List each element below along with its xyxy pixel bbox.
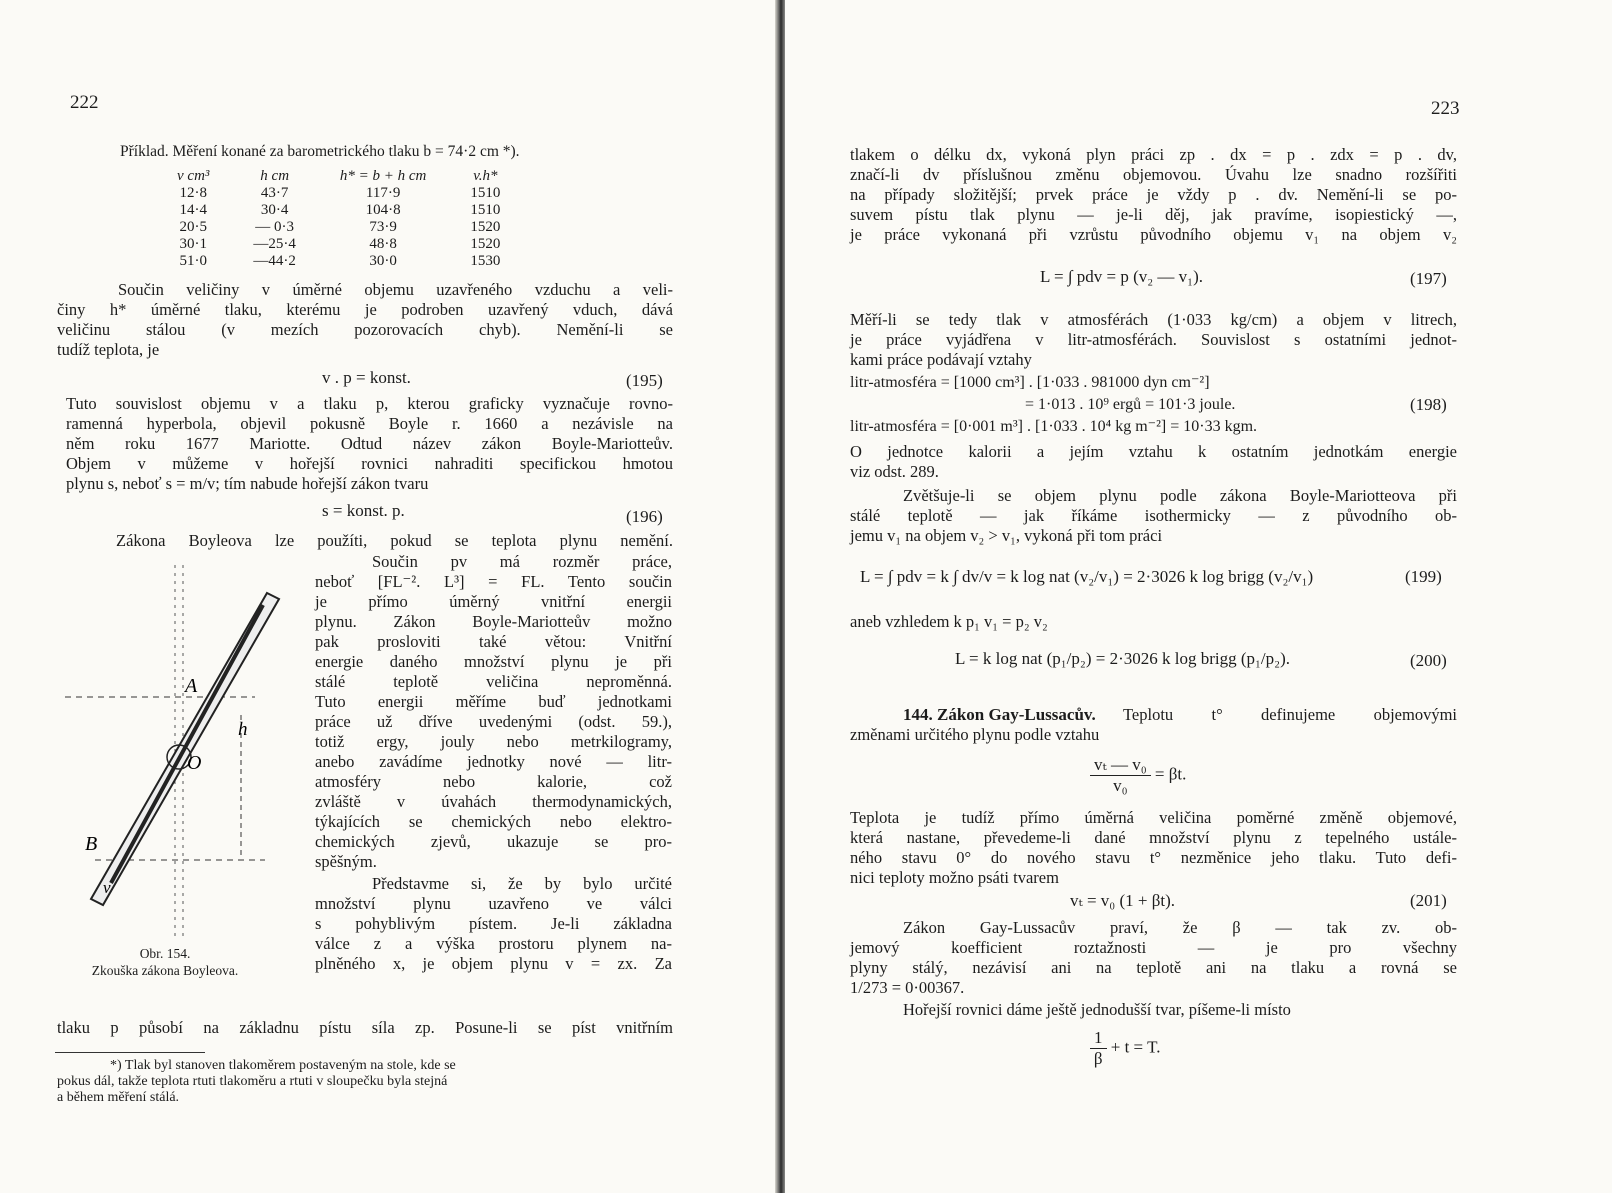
label-v: v <box>103 878 111 897</box>
fraction-numerator: 1 <box>1090 1028 1107 1049</box>
text-line: Tuto energii měříme buď jednotkami <box>315 692 672 711</box>
table-header-row <box>155 168 522 185</box>
text-line: jemový koefficient roztažnosti — je pro všechny <box>850 938 1457 957</box>
text-line: Objem v můžeme v hořejší rovnici nahraditi specifickou hmotou <box>66 454 673 473</box>
table-row <box>155 253 522 270</box>
equation-197: L = ∫ pdv = p (v₂ — v₁). <box>1040 267 1204 286</box>
text-line: Hořejší rovnici dáme ještě jednodušší tvar, píšeme-li místo <box>903 1000 1291 1019</box>
text-line: anebo zavádíme jednotky nové — litr- <box>315 752 672 771</box>
equation-198-a: litr-atmosféra = [1000 cm³] . [1·033 . 981000 dyn cm⁻²] <box>850 374 1210 391</box>
fraction-numerator: vₜ — v₀ <box>1090 755 1151 776</box>
table-header: v cm³ <box>177 168 210 184</box>
text-line: stálé teplotě veličina neproměnná. <box>315 672 672 691</box>
text-line: činy h* úměrné tlaku, kterému je podroben uzavřený vduch, dává <box>57 300 673 319</box>
fraction-denominator: β <box>1093 1049 1103 1068</box>
book-gutter <box>775 0 785 1193</box>
equation-198-b: = 1·013 . 10⁹ ergů = 101·3 joule. <box>1025 396 1236 413</box>
table-cell: 30·0 <box>369 253 397 269</box>
text-line: stálé teplotě — jak říkáme isothermicky — z původního ob- <box>850 506 1457 525</box>
table-row <box>155 219 522 236</box>
equation-number: (199) <box>1405 567 1442 586</box>
table-cell: — 0·3 <box>255 219 295 235</box>
equation-temperature <box>1090 1028 1160 1069</box>
table-cell: 30·1 <box>179 236 207 252</box>
table-cell: 1510 <box>470 202 501 218</box>
text-line: jemu v₁ na objem v₂ > v₁, vykoná při tom práci <box>850 526 1163 545</box>
text-line: ramenná hyperbola, objevil pokusně Boyle r. 1660 a nezávisle na <box>66 414 673 433</box>
text-line: značí-li dv příslušnou změnu objemovou. Úvahu lze snadno rozšířiti <box>850 165 1457 184</box>
text-line: Zákon Gay-Lussacův praví, že β — tak zv. ob- <box>903 918 1457 937</box>
text-line: Teplota je tudíž přímo úměrná veličina poměrné změně objemové, <box>850 808 1457 827</box>
equation-rhs: + t = T. <box>1110 1037 1161 1057</box>
table-cell: 1510 <box>470 185 501 201</box>
footnote-line: a během měření stálá. <box>57 1090 180 1105</box>
table-cell: —25·4 <box>253 236 296 252</box>
text-line: tudíž teplota, je <box>57 340 160 359</box>
equation-gay-lussac <box>1090 755 1186 796</box>
equation-rhs: = βt. <box>1154 764 1187 784</box>
page-number: 222 <box>70 92 99 113</box>
table-cell: 1520 <box>470 236 501 252</box>
text-line: suvem pístu tlak plynu — je-li děj, jak pravíme, isopiestický —, <box>850 205 1457 224</box>
text-line: Tuto souvislost objemu v a tlaku p, kterou graficky vyznačuje rovno- <box>66 394 673 413</box>
text-line: je přímo úměrný vnitřní energii <box>315 592 672 611</box>
table-header: h* = b + h cm <box>339 168 427 184</box>
text-line: týkajících se chemických nebo elektro- <box>315 812 672 831</box>
text-line: zvláště v úvahách thermodynamických, <box>315 792 672 811</box>
equation-196: s = konst. p. <box>322 501 405 520</box>
text-line: totiž ergy, jouly nebo metrkilogramy, <box>315 732 672 751</box>
footnote-rule <box>55 1052 205 1053</box>
left-page <box>0 0 775 1193</box>
page-number: 223 <box>1431 98 1460 119</box>
label-b: B <box>85 833 98 855</box>
figure-caption-title: Zkouška zákona Boyleova. <box>91 963 239 978</box>
text-line: s pohyblivým pístem. Je-li základna <box>315 914 672 933</box>
figure-caption-number: Obr. 154. <box>139 946 191 961</box>
equation-200: L = k log nat (p₁/p₂) = 2·3026 k log brigg (p₁/p₂). <box>955 649 1290 668</box>
equation-number: (195) <box>626 371 663 390</box>
footnote-line: pokus dál, takže teplota rtuti tlakoměru a rtuti v sloupečku byla stejná <box>57 1074 448 1089</box>
text-line: neboť [FL⁻². L³] = FL. Tento součin <box>315 572 672 591</box>
text-line: plyny stálý, nezávisí ani na teplotě ani na tlaku a rovná se <box>850 958 1457 977</box>
text-line: ného stavu 0° do nového stavu t° nezměnice jeho tlaku. Tuto defi- <box>850 848 1457 867</box>
text-line: množství plynu uzavřeno ve válci <box>315 894 672 913</box>
text-line: plněného x, je objem plynu v = zx. Za <box>315 954 672 973</box>
fraction-denominator: v₀ <box>1113 776 1128 795</box>
text-line: 1/273 = 0·00367. <box>850 978 965 997</box>
mercury-column <box>111 605 263 883</box>
text-line: veličinu stálou (v mezích pozorovacích chyb). Nemění-li se <box>57 320 673 339</box>
table-cell: 1530 <box>470 253 501 269</box>
equation-195: v . p = konst. <box>322 368 411 387</box>
text-line: aneb vzhledem k p₁ v₁ = p₂ v₂ <box>850 612 1048 631</box>
text-line: která nastane, převedeme-li dané množství plynu z tepelného ustále- <box>850 828 1457 847</box>
table-cell: 117·9 <box>365 185 401 201</box>
text-line: na případy složitější; prvek práce je vždy p . dv. Nemění-li se po- <box>850 185 1457 204</box>
right-page <box>785 0 1612 1193</box>
text-line: kami práce podávají vztahy <box>850 350 1032 369</box>
table-cell: 73·9 <box>369 219 397 235</box>
table-cell: 14·4 <box>179 202 207 218</box>
text-line: Součin veličiny v úměrné objemu uzavřeného vzduchu a veli- <box>118 280 673 299</box>
table-header: v.h* <box>473 168 498 184</box>
equation-number: (201) <box>1410 891 1447 910</box>
text-line: je práce vyjádřena v litr-atmosférách. Souvislost s ostatními jednot- <box>850 330 1457 349</box>
table-cell: 51·0 <box>179 253 207 269</box>
text-line: Teplotu t° definujeme objemovými <box>1123 705 1457 724</box>
table-cell: 12·8 <box>179 185 207 201</box>
text-line: práce už dříve uvedenými (odst. 59.), <box>315 712 672 731</box>
text-line: O jednotce kalorii a jejím vztahu k ostatním jednotkám energie <box>850 442 1457 461</box>
text-line: viz odst. 289. <box>850 462 939 481</box>
measurement-table <box>155 168 522 270</box>
equation-number: (200) <box>1410 651 1447 670</box>
table-cell: 20·5 <box>179 219 207 235</box>
equation-number: (197) <box>1410 269 1447 288</box>
text-line: chemických zjevů, ukazuje se pro- <box>315 832 672 851</box>
table-cell: 104·8 <box>365 202 401 218</box>
text-line: něm roku 1677 Mariotte. Odtud název zákon Boyle-Mariotteův. <box>66 434 673 453</box>
equation-number: (198) <box>1410 395 1447 414</box>
text-line: tlakem o délku dx, vykoná plyn práci zp . dx = p . zdx = p . dv, <box>850 145 1457 164</box>
table-cell: 1520 <box>470 219 501 235</box>
text-line: nici teploty možno psáti tvarem <box>850 868 1059 887</box>
table-cell: 43·7 <box>260 185 289 201</box>
table-cell: 30·4 <box>260 202 289 218</box>
text-line: energie daného množství plynu je při <box>315 652 672 671</box>
boyle-apparatus-figure <box>55 565 285 945</box>
table-row <box>155 202 522 219</box>
label-h: h <box>238 719 248 740</box>
table-cell: —44·2 <box>253 253 296 269</box>
footnote-line: *) Tlak byl stanoven tlakoměrem postaveným na stole, kde se <box>110 1058 456 1073</box>
label-a: A <box>185 675 198 697</box>
text-line: Zákona Boyleova lze použíti, pokud se teplota plynu nemění. <box>116 531 673 550</box>
text-line: tlaku p působí na základnu pístu síla zp. Posune-li se píst vnitřním <box>57 1018 673 1037</box>
label-o: O <box>187 752 202 774</box>
text-line: Zvětšuje-li se objem plynu podle zákona Boyle-Mariotteova při <box>903 486 1457 505</box>
section-heading: 144. Zákon Gay-Lussacův. <box>903 705 1096 724</box>
fraction <box>1090 1028 1107 1069</box>
text-line: změnami určitého plynu podle vztahu <box>850 725 1100 744</box>
text-line: Měří-li se tedy tlak v atmosférách (1·033 kg/cm) a objem v litrech, <box>850 310 1457 329</box>
equation-199: L = ∫ pdv = k ∫ dv/v = k log nat (v₂/v₁) = 2·3026 k log brigg (v₂/v₁) <box>860 567 1314 586</box>
table-header: h cm <box>260 168 290 184</box>
example-intro: Příklad. Měření konané za barometrického tlaku b = 74·2 cm *). <box>120 143 520 160</box>
fraction <box>1090 755 1151 796</box>
table-cell: 48·8 <box>369 236 397 252</box>
table-row <box>155 236 522 253</box>
text-line: je práce vykonaná při vzrůstu původního objemu v₁ na objem v₂ <box>850 225 1457 244</box>
text-line: atmosféry nebo kalorie, což <box>315 772 672 791</box>
equation-number: (196) <box>626 507 663 526</box>
equation-201: vₜ = v₀ (1 + βt). <box>1070 891 1175 910</box>
text-line: Představme si, že by bylo určité <box>372 874 672 893</box>
text-line: plynu. Zákon Boyle-Mariotteův možno <box>315 612 672 631</box>
text-line: Součin pv má rozměr práce, <box>372 552 672 571</box>
text-line: válce z a výška prostoru plynem na- <box>315 934 672 953</box>
text-line: pak prosloviti také větou: Vnitřní <box>315 632 672 651</box>
text-line: spěšným. <box>315 852 377 871</box>
table-row <box>155 185 522 202</box>
equation-198-c: litr-atmosféra = [0·001 m³] . [1·033 . 10⁴ kg m⁻²] = 10·33 kgm. <box>850 418 1258 435</box>
text-line: plynu s, neboť s = m/v; tím nabude hořejší zákon tvaru <box>66 474 429 493</box>
